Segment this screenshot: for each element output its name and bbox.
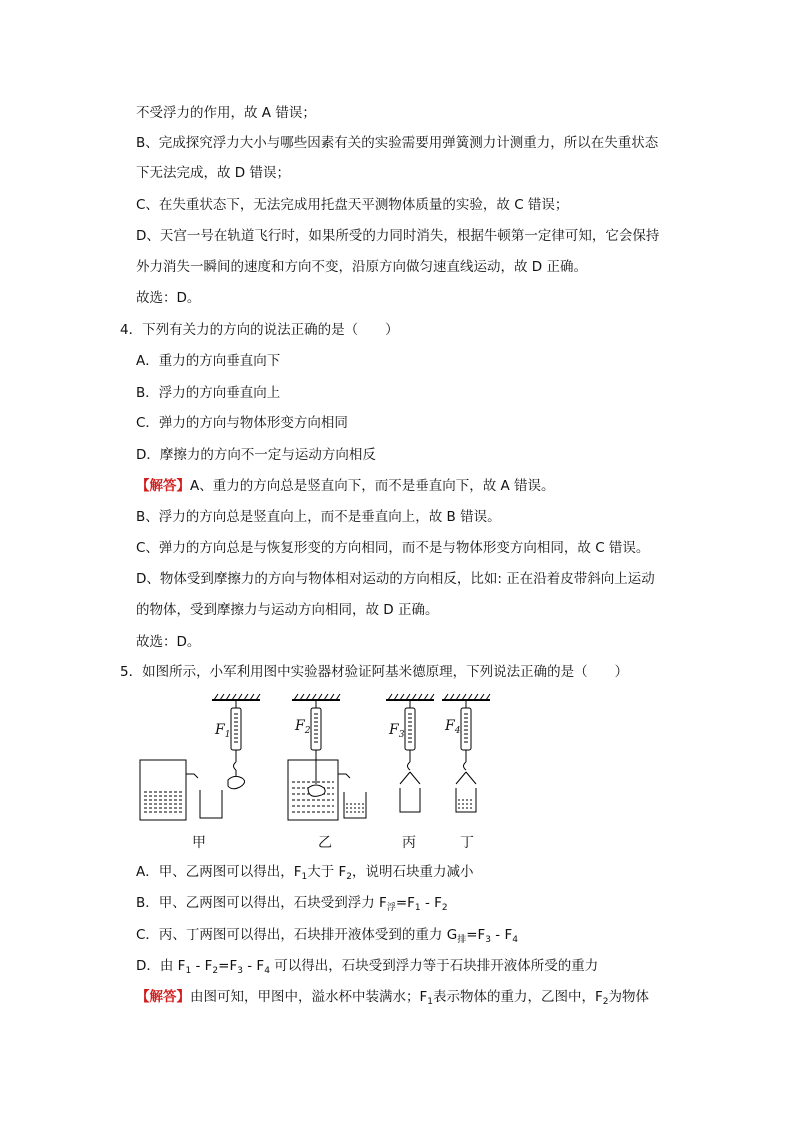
option-b: B．浮力的方向垂直向上 (136, 385, 281, 401)
text-line: 故选：D。 (136, 634, 201, 650)
option-c: C．丙、丁两图可以得出，石块排开液体受到的重力 $G_排=F_3 - F_4$ (136, 927, 518, 945)
option-b: B．甲、乙两图可以得出，石块受到浮力 $F_浮=F_1 - F_2$ (136, 895, 448, 913)
force-label-f4: $F_4$ (445, 718, 461, 736)
text-line: D、物体受到摩擦力的方向与物体相对运动的方向相反，比如: 正在沿着皮带斜向上运动 (136, 571, 655, 587)
option-a: A．重力的方向垂直向下 (136, 353, 281, 369)
force-label-f3: $F_3$ (389, 722, 405, 740)
figure-label-ding: 丁 (460, 835, 474, 851)
answer-tag: 【解答】 (136, 989, 190, 1005)
text-line: 下无法完成，故 D 错误； (136, 165, 290, 181)
ceiling-hatch (212, 694, 490, 700)
overflow-cup-jia (140, 760, 222, 820)
answer-line: 【解答】由图可知，甲图中，溢水杯中装满水；$F_1$表示物体的重力，乙图中，$F_2$为物体 (136, 989, 649, 1007)
overflow-cup-yi (288, 760, 366, 820)
question-5-stem: 5．如图所示，小军利用图中实验器材验证阿基米德原理，下列说法正确的是（ ） (120, 664, 629, 680)
text-line: C、弹力的方向总是与恢复形变的方向相同，而不是与物体形变方向相同，故 C 错误。 (136, 540, 650, 556)
spring-scale-1 (228, 700, 245, 789)
answer-tag: 【解答】 (136, 478, 190, 494)
text-line: C、在失重状态下，无法完成用托盘天平测物体质量的实验，故 C 错误； (136, 197, 569, 213)
figure-label-bing: 丙 (402, 835, 416, 851)
text-line: 不受浮力的作用，故 A 错误； (136, 105, 316, 121)
option-d: D．摩擦力的方向不一定与运动方向相反 (136, 447, 376, 463)
spring-scale-3 (400, 700, 420, 812)
force-label-f1: $F_1$ (215, 722, 231, 740)
text-line: 故选：D。 (136, 290, 201, 306)
force-label-f2: $F_2$ (295, 718, 311, 736)
text-line: 的物体，受到摩擦力与运动方向相同，故 D 正确。 (136, 602, 439, 618)
text-line: B、浮力的方向总是竖直向上，而不是垂直向上，故 B 错误。 (136, 509, 501, 525)
option-a: A．甲、乙两图可以得出，$F_1$大于 $F_2$，说明石块重力减小 (136, 864, 474, 882)
option-c: C．弹力的方向与物体形变方向相同 (136, 415, 348, 431)
option-d: D．由 $F_1 - F_2=F_3 - F_4$ 可以得出，石块受到浮力等于石块排开液体所受的重力 (136, 958, 599, 976)
spring-scale-4 (456, 700, 476, 812)
archimedes-experiment-figure (130, 688, 510, 828)
figure-label-yi: 乙 (318, 835, 332, 851)
question-4-stem: 4．下列有关力的方向的说法正确的是（ ） (120, 322, 399, 338)
figure-label-jia: 甲 (192, 835, 206, 851)
spring-scale-2 (311, 700, 321, 784)
text-line: 外力消失一瞬间的速度和方向不变，沿原方向做匀速直线运动，故 D 正确。 (136, 259, 587, 275)
text-line: D、天宫一号在轨道飞行时，如果所受的力同时消失，根据牛顿第一定律可知，它会保持 (136, 228, 660, 244)
answer-line (136, 476, 555, 496)
text-line: B、完成探究浮力大小与哪些因素有关的实验需要用弹簧测力计测重力，所以在失重状态 (136, 135, 659, 151)
answer-text: A、重力的方向总是竖直向下，而不是垂直向下，故 A 错误。 (190, 478, 555, 494)
